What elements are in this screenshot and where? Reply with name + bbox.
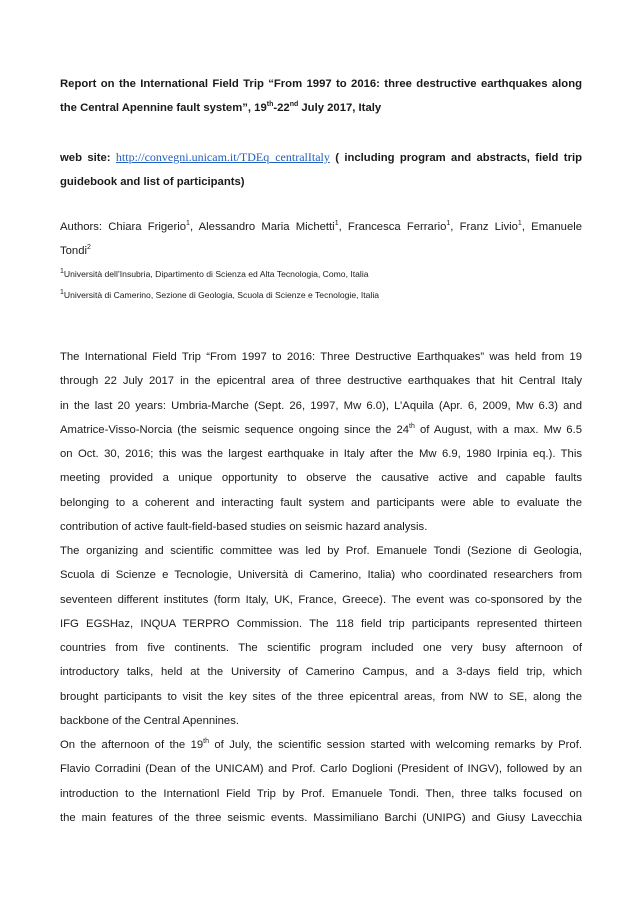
author-3: Francesca Ferrario$^1$, bbox=[347, 220, 460, 233]
authors-line-1: Authors: Chiara Frigerio$^1$, Alessandro Maria Michetti$^1$, Francesca Ferrario$^1$, Franz Livio$^1$, Emanuele bbox=[60, 220, 583, 233]
authors bbox=[60, 215, 582, 264]
author-4: Franz Livio$^1$, bbox=[459, 220, 532, 233]
body-paragraph-2: The organizing and scientific committee was led by Prof. Emanuele Tondi (Sezione di Geologia, Scuola di Scienze e Tecnologie, Università di Camerino, Italia) who coordinated researchers from seventeen different institutes (form Italy, UK, France, Greece). The event was co-sponsored by the IFG EGSHaz, INQUA TERPRO Commission. The 118 field trip participants represented thirteen countries from five continents. The scientific program included one very busy afternoon of introductory talks, held at the University of Camerino Campus, and a 3-days field trip, which brought participants to visit the key sites of the three epicentral areas, from NW to SE, along the backbone of the Central Apennines. bbox=[60, 545, 582, 728]
website-info bbox=[60, 145, 582, 195]
website-line-1: web site: http://convegni.unicam.it/TDEq_centralItaly ( including program and abstracts, field trip bbox=[60, 150, 582, 164]
author-1: Chiara Frigerio$^1$, bbox=[108, 220, 199, 233]
affiliation-2: $^1$Università di Camerino, Sezione di Geologia, Scuola di Scienze e Tecnologie, Italia bbox=[60, 289, 380, 300]
title-line-1: Report on the International Field Trip “From 1997 to 2016: three destructive earthquakes along bbox=[60, 78, 582, 90]
author-5: Emanuele bbox=[531, 221, 583, 233]
title-line-2: the Central Apennine fault system”, 19th-22nd July 2017, Italy bbox=[60, 101, 382, 115]
report-title bbox=[60, 72, 582, 121]
affiliation-1: $^1$Università dell’Insubria, Dipartimento di Scienza ed Alta Tecnologia, Como, Italia bbox=[60, 268, 369, 279]
website-link[interactable]: http://convegni.unicam.it/TDEq_centralItaly bbox=[115, 150, 330, 164]
body-paragraph-1: The International Field Trip “From 1997 to 2016: Three Destructive Earthquakes” was held from 19 through 22 July 2017 in the epicentral area of three destructive earthquakes that hit Central Italy in the last 20 years: Umbria-Marche (Sept. 26, 1997, Mw 6.0), L’Aquila (Apr. 6, 2009, Mw 6.3) and Amatrice-Visso-Norcia (the seismic sequence ongoing since the 24th of August, with a max. Mw 6.5 on Oct. 30, 2016; this was the largest earthquake in Italy after the Mw 6.9, 1980 Irpinia eq.). This meeting provided a unique opportunity to observe the causative active and capable faults belonging to a coherent and interacting fault system and participants were able to evaluate the contribution of active fault-field-based studies on seismic hazard analysis. bbox=[60, 351, 582, 534]
authors-line-2: Tondi$^2$ bbox=[60, 244, 91, 258]
body-paragraph-3: On the afternoon of the 19th of July, the scientific session started with welcoming remarks by Prof. Flavio Corradini (Dean of the UNICAM) and Prof. Carlo Doglioni (President of INGV), followed by an introduction to the Internationl Field Trip by Prof. Emanuele Tondi. Then, three talks focused on the main features of the three seismic events. Massimiliano Barchi (UNIPG) and Giusy Lavecchia bbox=[60, 738, 582, 824]
website-line-2: guidebook and list of participants) bbox=[60, 176, 245, 189]
author-2: Alessandro Maria Michetti$^1$, bbox=[198, 220, 348, 233]
